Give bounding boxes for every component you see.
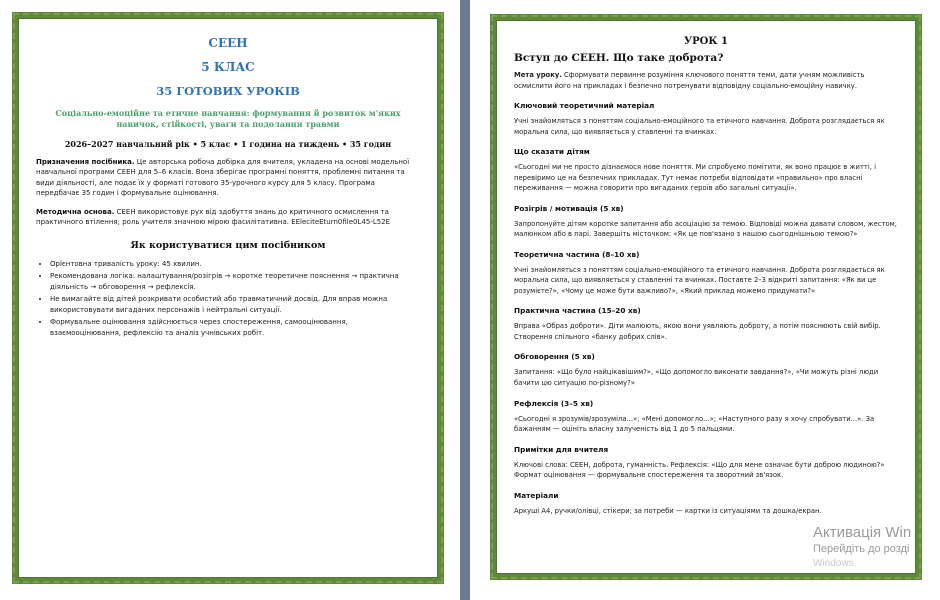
document-page-right	[470, 0, 940, 600]
section-text: Аркуші А4, ручки/олівці, стікери; за потреби — картки із ситуаціями та дошка/екран.	[514, 506, 822, 515]
section-text: Вправа «Образ доброти». Діти малюють, якою вони уявляють доброту, а потім пояснюють свій вибір. Створення спільного «банку добрих слів».	[514, 322, 881, 341]
section-heading: Практична частина (15–20 хв)	[514, 306, 641, 316]
section-text: Учні знайомляться з поняттям соціально-емоційного та етичного навчання. Доброта розглядається як моральна сила, що виявляється у ставленні та вчинках.	[514, 117, 885, 136]
lesson-title: Вступ до СЕЕН. Що таке доброта?	[514, 52, 724, 64]
section-text: Запитання: «Що було найцікавішим?», «Що допомогло виконати завдання?», «Чи можуть різні люди бачити цю ситуацію по-різному?»	[514, 368, 879, 387]
section-text: Ключові слова: СЕЕН, доброта, гуманність. Рефлексія: «Що для мене означає бути доброю людиною?» Формат оцінювання — формувальне спостереження та зворотний зв'язок.	[514, 460, 885, 480]
section-heading: Розігрів / мотивація (5 хв)	[514, 203, 624, 213]
document-page-left	[0, 0, 460, 600]
list-item: • Орієнтовна тривалість уроку: 45 хвилин.	[50, 259, 420, 270]
section-text: «Сьогодні ми не просто дізнаємося нове поняття. Ми спробуємо помітити, як воно працює в житті, і перевіримо це на безпечних прикладах. Тут немає потреби відповідати «правильно» про власні переживання — можна говорити про вигаданих героїв або загальні ситуації».	[514, 163, 876, 193]
purpose-text: Це авторська робоча добірка для вчителя, укладена на основі модельної навчальної програми СЕЕН для 5–6 класів. Вона зберігає програмні поняття, проблемні питання та види діяльності, але подає їх у форматі готового 35-урочного курсу для 5 класу. Програма передбачає 35 годин і формувальне оцінювання.	[36, 157, 410, 198]
section-heading: Матеріали	[514, 490, 559, 500]
watermark-line: Активація Win	[813, 524, 912, 541]
watermark-line: Windows.	[813, 558, 857, 569]
purpose-label: Призначення посібника.	[36, 157, 135, 166]
goal-text: Сформувати первинне розуміння ключового поняття теми, дати учням можливість осмислити його на прикладах і безпечно потренувати відповідну соціально-емоційну навичку.	[514, 71, 865, 90]
grade-heading: 5 КЛАС	[201, 60, 255, 74]
goal-label: Мета уроку.	[514, 71, 562, 79]
method-paragraph	[36, 207, 420, 228]
howto-heading: Як користуватися цим посібником	[130, 239, 326, 251]
method-text: СЕЕН використовує рух від здобуття знань до критичного осмислення та практичного втілення; роль учителя значною мірою фасилітативна. ЕЕleciteEturn0file0L45-L52Е	[36, 207, 391, 227]
lesson-number: УРОК 1	[684, 36, 728, 47]
section-heading: Примітки для вчителя	[514, 444, 609, 454]
decorative-border	[490, 14, 922, 580]
list-item: • Формувальне оцінювання здійснюється через спостереження, самооцінювання, взаємооцінювання, рефлексію та аналіз учнівських робіт.	[50, 317, 420, 338]
howto-list	[36, 259, 420, 339]
course-title: СЕЕН	[208, 36, 248, 50]
section-heading: Що сказати дітям	[514, 147, 590, 157]
decorative-border	[12, 12, 444, 584]
method-label: Методична основа.	[36, 207, 115, 216]
section-heading: Ключовий теоретичний матеріал	[514, 101, 655, 111]
course-subtitle: Соціально-емоційне та етичне навчання: формування й розвиток м'яких навичок, стійкості, уваги та подолання травми	[55, 108, 401, 129]
section-text: «Сьогодні я зрозумів/зрозуміла...»; «Мені допомогло...»; «Наступного разу я хочу спробувати...». За бажанням — оцініть власну залученість від 1 до 5 пальцями.	[514, 414, 875, 434]
section-heading: Рефлексія (3–5 хв)	[514, 398, 594, 408]
section-text: Запропонуйте дітям коротке запитання або асоціацію за темою. Відповіді можна давати словом, жестом, малюнком або в парі. Завершіть місточком: «Як це пов'язано з нашою сьогоднішньою темою?»	[514, 219, 897, 239]
watermark-line: Перейдіть до розді	[813, 543, 910, 555]
section-heading: Обговорення (5 хв)	[514, 352, 595, 362]
lessons-count-heading: 35 ГОТОВИХ УРОКІВ	[156, 84, 300, 98]
purpose-paragraph	[36, 157, 420, 199]
course-meta: 2026–2027 навчальний рік • 5 клас • 1 година на тиждень • 35 годин	[64, 138, 392, 149]
lesson-goal	[514, 70, 898, 91]
windows-activation-watermark	[813, 524, 911, 569]
list-item: • Не вимагайте від дітей розкривати особистий або травматичний досвід. Для вправ можна використовувати вигаданих персонажів і нейтральні ситуації.	[50, 294, 420, 315]
list-item: • Рекомендована логіка: налаштування/розігрів → коротке теоретичне пояснення → практична діяльність → обговорення → рефлексія.	[50, 271, 420, 292]
section-heading: Теоретична частина (8–10 хв)	[514, 249, 640, 259]
section-text: Учні знайомляться з поняттям соціально-емоційного та етичного навчання. Доброта розглядається як моральна сила, що виявляється у ставленні та вчинках. Поставте 2–3 відкриті запитання: «Як ви це розумієте?», «Чому це може бути важливо?», «Який приклад можемо придумати?»	[514, 265, 885, 295]
